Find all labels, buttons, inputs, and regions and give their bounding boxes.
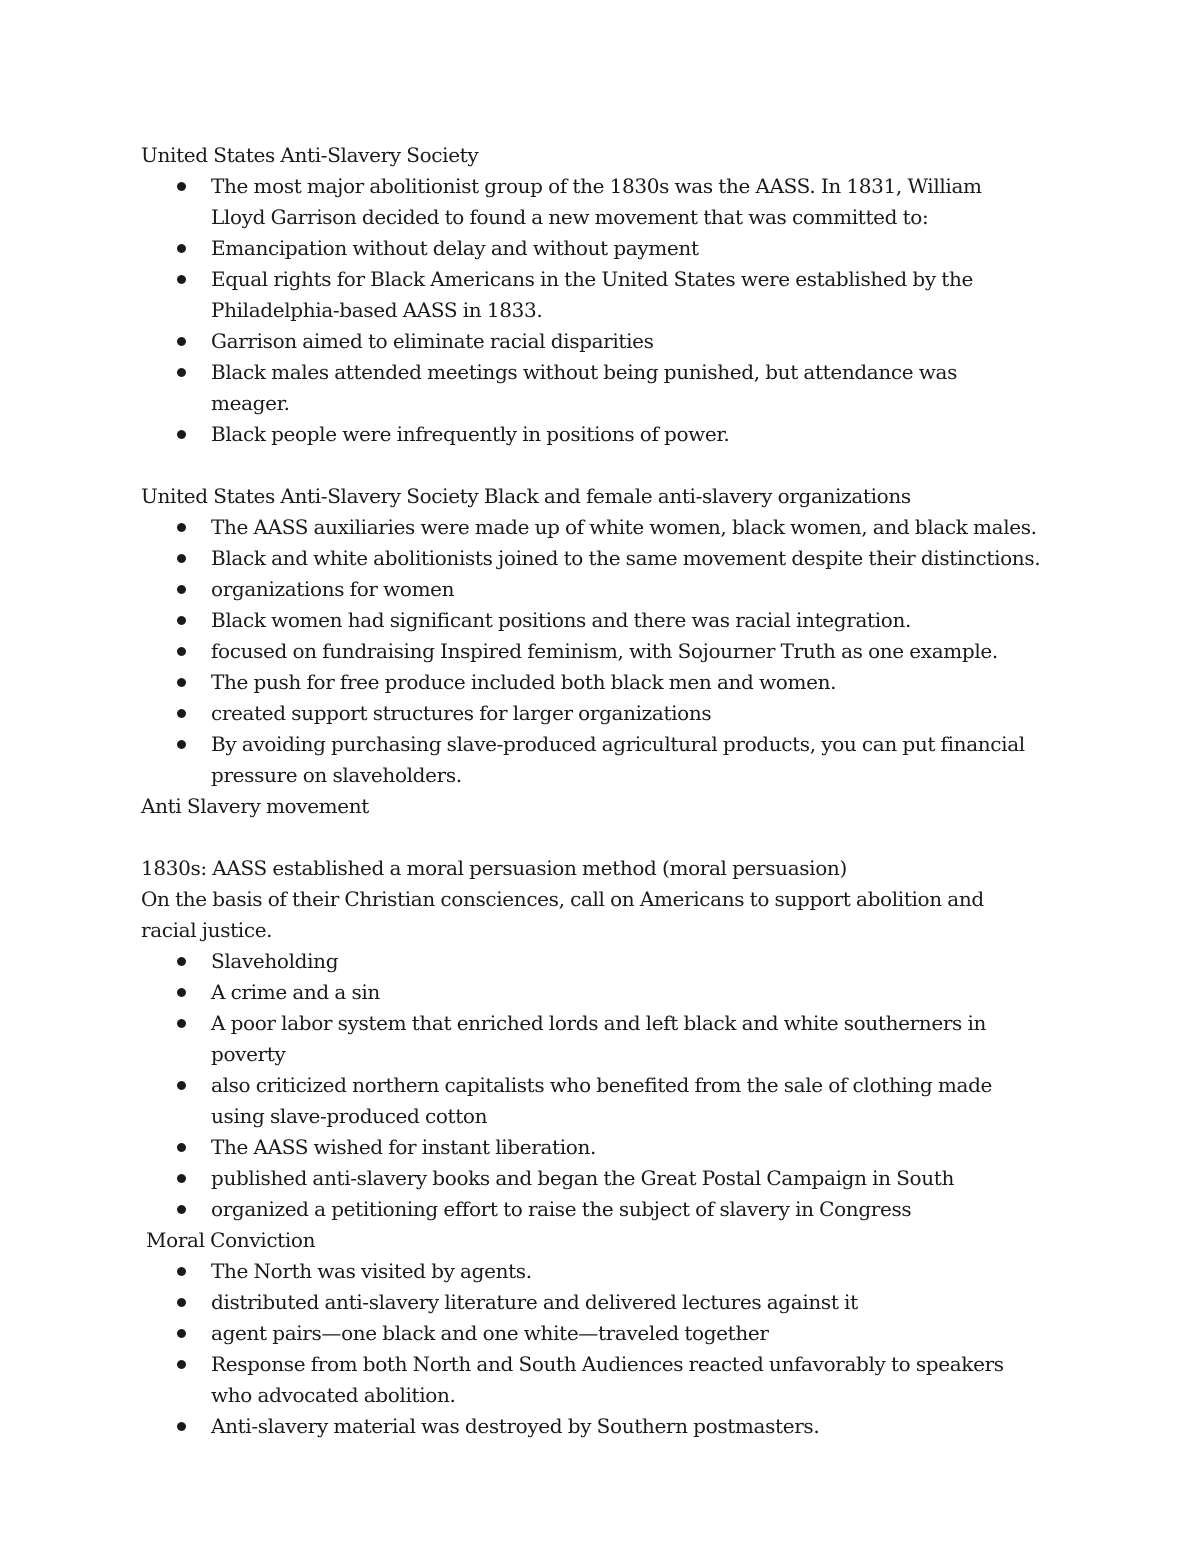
list-item-text: also criticized northern capitalists who benefited from the sale of clothing made using slave-produced cotton	[211, 1073, 993, 1128]
list-item	[211, 1318, 1041, 1349]
list-item-text: The push for free produce included both black men and women.	[211, 670, 837, 694]
list-item	[211, 264, 1041, 326]
list-item-text: created support structures for larger organizations	[211, 701, 712, 725]
list-item	[211, 543, 1041, 574]
list-item-text: The North was visited by agents.	[211, 1259, 532, 1283]
bullet-icon	[177, 1422, 186, 1431]
bullet-icon	[177, 1205, 186, 1214]
list-item-text: Black people were infrequently in positions of power.	[211, 422, 730, 446]
list-item	[211, 326, 1041, 357]
list-item-text: organized a petitioning effort to raise the subject of slavery in Congress	[211, 1197, 912, 1221]
section-heading: 1830s: AASS established a moral persuasion method (moral persuasion)	[141, 856, 847, 880]
document-body	[141, 140, 1041, 1442]
bullet-icon	[177, 337, 186, 346]
bullet-icon	[177, 988, 186, 997]
list-item-text: Black and white abolitionists joined to the same movement despite their distinctions.	[211, 546, 1041, 570]
list-item-text: A poor labor system that enriched lords and left black and white southerners in poverty	[211, 1011, 987, 1066]
bullet-icon	[177, 1360, 186, 1369]
bullet-icon	[177, 275, 186, 284]
list-item	[211, 1349, 1041, 1411]
list-item-text: Black males attended meetings without being punished, but attendance was meager.	[211, 360, 958, 415]
list-item	[211, 1008, 1041, 1070]
list-item	[211, 698, 1041, 729]
bullet-list	[141, 171, 1041, 450]
bullet-icon	[177, 1174, 186, 1183]
list-item	[211, 357, 1041, 419]
list-item	[211, 171, 1041, 233]
list-item-text: distributed anti-slavery literature and delivered lectures against it	[211, 1290, 858, 1314]
list-item-text: The AASS auxiliaries were made up of white women, black women, and black males.	[211, 515, 1037, 539]
list-item	[211, 605, 1041, 636]
bullet-icon	[177, 182, 186, 191]
list-item	[211, 946, 1041, 977]
bullet-icon	[177, 678, 186, 687]
bullet-icon	[177, 647, 186, 656]
section-paragraph: On the basis of their Christian consciences, call on Americans to support abolition and racial justice.	[141, 887, 984, 942]
list-item-text: Anti-slavery material was destroyed by Southern postmasters.	[211, 1414, 820, 1438]
list-item-text: agent pairs—one black and one white—traveled together	[211, 1321, 769, 1345]
list-item	[211, 667, 1041, 698]
list-item	[211, 1287, 1041, 1318]
list-item-text: Emancipation without delay and without payment	[211, 236, 699, 260]
bullet-icon	[177, 1298, 186, 1307]
section-heading: Moral Conviction	[146, 1228, 316, 1252]
bullet-icon	[177, 523, 186, 532]
bullet-icon	[177, 1081, 186, 1090]
list-item	[211, 1070, 1041, 1132]
list-item	[211, 1411, 1041, 1442]
bullet-icon	[177, 1143, 186, 1152]
bullet-icon	[177, 368, 186, 377]
list-item	[211, 636, 1041, 667]
bullet-icon	[177, 616, 186, 625]
list-item	[211, 419, 1041, 450]
bullet-list	[141, 1256, 1041, 1442]
list-item-text: The AASS wished for instant liberation.	[211, 1135, 596, 1159]
bullet-icon	[177, 1019, 186, 1028]
bullet-icon	[177, 554, 186, 563]
list-item-text: focused on fundraising Inspired feminism, with Sojourner Truth as one example.	[211, 639, 998, 663]
list-item-text: By avoiding purchasing slave-produced agricultural products, you can put financial pressure on slaveholders.	[211, 732, 1025, 787]
list-item-text: organizations for women	[211, 577, 455, 601]
list-item-text: Garrison aimed to eliminate racial disparities	[211, 329, 654, 353]
bullet-list	[141, 512, 1041, 791]
section-heading: United States Anti-Slavery Society	[141, 143, 479, 167]
bullet-icon	[177, 1267, 186, 1276]
blank-line	[141, 450, 1041, 481]
list-item	[211, 574, 1041, 605]
list-item	[211, 1132, 1041, 1163]
list-item-text: Black women had significant positions and there was racial integration.	[211, 608, 911, 632]
list-item-text: Slaveholding	[211, 949, 339, 973]
list-item-text: The most major abolitionist group of the 1830s was the AASS. In 1831, William Lloyd Garrison decided to found a new movement that was committed to:	[211, 174, 982, 229]
bullet-icon	[177, 740, 186, 749]
list-item-text: published anti-slavery books and began the Great Postal Campaign in South	[211, 1166, 954, 1190]
bullet-icon	[177, 244, 186, 253]
bullet-icon	[177, 1329, 186, 1338]
bullet-icon	[177, 585, 186, 594]
bullet-icon	[177, 430, 186, 439]
list-item-text: Equal rights for Black Americans in the United States were established by the Philadelphia-based AASS in 1833.	[211, 267, 973, 322]
bullet-icon	[177, 957, 186, 966]
section-heading: United States Anti-Slavery Society Black and female anti-slavery organizations	[141, 484, 911, 508]
blank-line	[141, 822, 1041, 853]
bullet-icon	[177, 709, 186, 718]
list-item	[211, 233, 1041, 264]
list-item	[211, 1194, 1041, 1225]
list-item	[211, 1256, 1041, 1287]
bullet-list	[141, 946, 1041, 1225]
list-item	[211, 1163, 1041, 1194]
list-item-text: Response from both North and South Audiences reacted unfavorably to speakers who advocated abolition.	[211, 1352, 1004, 1407]
list-item	[211, 977, 1041, 1008]
list-item	[211, 729, 1041, 791]
section-heading: Anti Slavery movement	[141, 794, 369, 818]
list-item	[211, 512, 1041, 543]
list-item-text: A crime and a sin	[211, 980, 380, 1004]
